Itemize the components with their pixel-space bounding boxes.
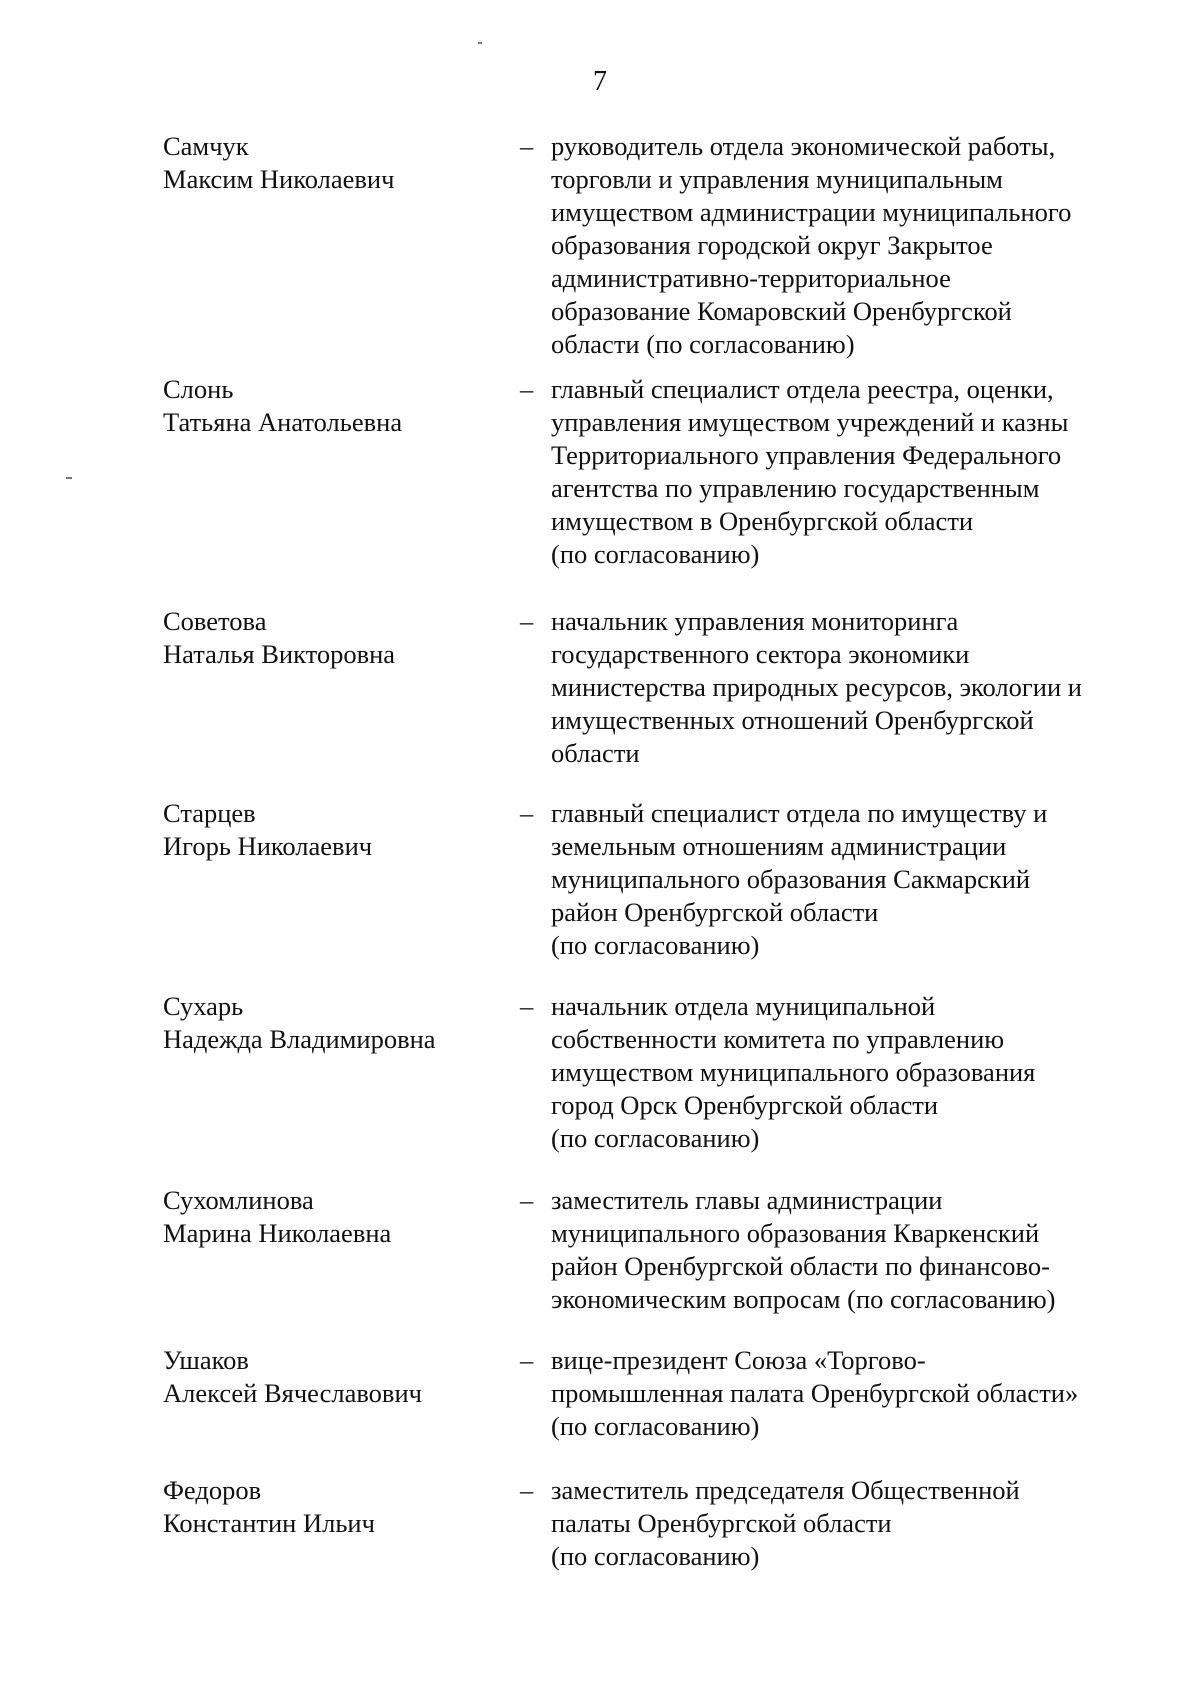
person-given-names: Игорь Николаевич bbox=[163, 831, 373, 861]
description-line: район Оренбургской области bbox=[551, 897, 879, 927]
description-line: агентства по управлению государственным bbox=[551, 473, 1040, 503]
person-name bbox=[163, 130, 493, 196]
description-line: административно-территориальное bbox=[551, 263, 951, 293]
person-given-names: Надежда Владимировна bbox=[163, 1024, 436, 1054]
person-name bbox=[163, 1184, 493, 1250]
description-line: заместитель председателя Общественной bbox=[551, 1475, 1020, 1505]
person-surname: Ушаков bbox=[163, 1345, 249, 1375]
person-surname: Слонь bbox=[163, 374, 234, 404]
description-line: имуществом муниципального образования bbox=[551, 1057, 1036, 1087]
description-line: имущественных отношений Оренбургской bbox=[551, 705, 1034, 735]
position-description bbox=[551, 797, 1151, 962]
description-line: (по согласованию) bbox=[551, 1411, 760, 1441]
description-line: муниципального образования Сакмарский bbox=[551, 864, 1031, 894]
description-line: собственности комитета по управлению bbox=[551, 1024, 1005, 1054]
dash-separator: – bbox=[520, 374, 534, 404]
person-name bbox=[163, 373, 493, 439]
dash-separator: – bbox=[520, 1345, 534, 1375]
person-name bbox=[163, 1474, 493, 1540]
description-line: экономическим вопросам (по согласованию) bbox=[551, 1284, 1056, 1314]
position-description bbox=[551, 990, 1151, 1155]
description-line: главный специалист отдела реестра, оценки, bbox=[551, 374, 1054, 404]
person-name bbox=[163, 990, 493, 1056]
position-description bbox=[551, 1474, 1151, 1573]
dash-separator: – bbox=[520, 798, 534, 828]
description-line: области (по согласованию) bbox=[551, 329, 855, 359]
description-line: управления имуществом учреждений и казны bbox=[551, 407, 1069, 437]
person-surname: Сухарь bbox=[163, 991, 244, 1021]
description-line: район Оренбургской области по финансово- bbox=[551, 1251, 1050, 1281]
position-description bbox=[551, 373, 1151, 571]
person-given-names: Алексей Вячеславович bbox=[163, 1378, 422, 1408]
person-given-names: Наталья Викторовна bbox=[163, 639, 396, 669]
description-line: муниципального образования Кваркенский bbox=[551, 1218, 1040, 1248]
description-line: (по согласованию) bbox=[551, 539, 760, 569]
description-line: имуществом в Оренбургской области bbox=[551, 506, 974, 536]
person-given-names: Константин Ильич bbox=[163, 1508, 375, 1538]
person-name bbox=[163, 605, 493, 671]
description-line: земельным отношениям администрации bbox=[551, 831, 1007, 861]
description-line: министерства природных ресурсов, экологии и bbox=[551, 672, 1082, 702]
dash-separator: – bbox=[520, 1185, 534, 1215]
description-line: области bbox=[551, 738, 640, 768]
person-given-names: Максим Николаевич bbox=[163, 164, 395, 194]
description-line: государственного сектора экономики bbox=[551, 639, 970, 669]
dash-separator: – bbox=[520, 1475, 534, 1505]
description-line: имуществом администрации муниципального bbox=[551, 197, 1072, 227]
person-surname: Старцев bbox=[163, 798, 256, 828]
dash-separator: – bbox=[520, 606, 534, 636]
description-line: (по согласованию) bbox=[551, 930, 760, 960]
person-surname: Федоров bbox=[163, 1475, 262, 1505]
description-line: палаты Оренбургской области bbox=[551, 1508, 892, 1538]
description-line: руководитель отдела экономической работы, bbox=[551, 131, 1056, 161]
position-description bbox=[551, 130, 1151, 361]
scan-speck-left bbox=[66, 477, 72, 479]
description-line: вице-президент Союза «Торгово- bbox=[551, 1345, 926, 1375]
scan-speck-top bbox=[478, 42, 482, 44]
dash-separator: – bbox=[520, 991, 534, 1021]
person-surname: Самчук bbox=[163, 131, 249, 161]
person-name bbox=[163, 1344, 493, 1410]
person-surname: Сухомлинова bbox=[163, 1185, 314, 1215]
description-line: образования городской округ Закрытое bbox=[551, 230, 993, 260]
dash-separator: – bbox=[520, 131, 534, 161]
position-description bbox=[551, 1344, 1151, 1443]
description-line: промышленная палата Оренбургской области» bbox=[551, 1378, 1079, 1408]
position-description bbox=[551, 605, 1151, 770]
description-line: начальник управления мониторинга bbox=[551, 606, 959, 636]
description-line: город Орск Оренбургской области bbox=[551, 1090, 939, 1120]
description-line: (по согласованию) bbox=[551, 1123, 760, 1153]
person-surname: Советова bbox=[163, 606, 267, 636]
description-line: (по согласованию) bbox=[551, 1541, 760, 1571]
description-line: торговли и управления муниципальным bbox=[551, 164, 1003, 194]
description-line: заместитель главы администрации bbox=[551, 1185, 943, 1215]
position-description bbox=[551, 1184, 1151, 1316]
page-number: 7 bbox=[593, 66, 607, 97]
description-line: главный специалист отдела по имуществу и bbox=[551, 798, 1048, 828]
description-line: Территориального управления Федерального bbox=[551, 440, 1062, 470]
person-name bbox=[163, 797, 493, 863]
person-given-names: Татьяна Анатольевна bbox=[163, 407, 403, 437]
person-given-names: Марина Николаевна bbox=[163, 1218, 392, 1248]
description-line: начальник отдела муниципальной bbox=[551, 991, 936, 1021]
description-line: образование Комаровский Оренбургской bbox=[551, 296, 1012, 326]
